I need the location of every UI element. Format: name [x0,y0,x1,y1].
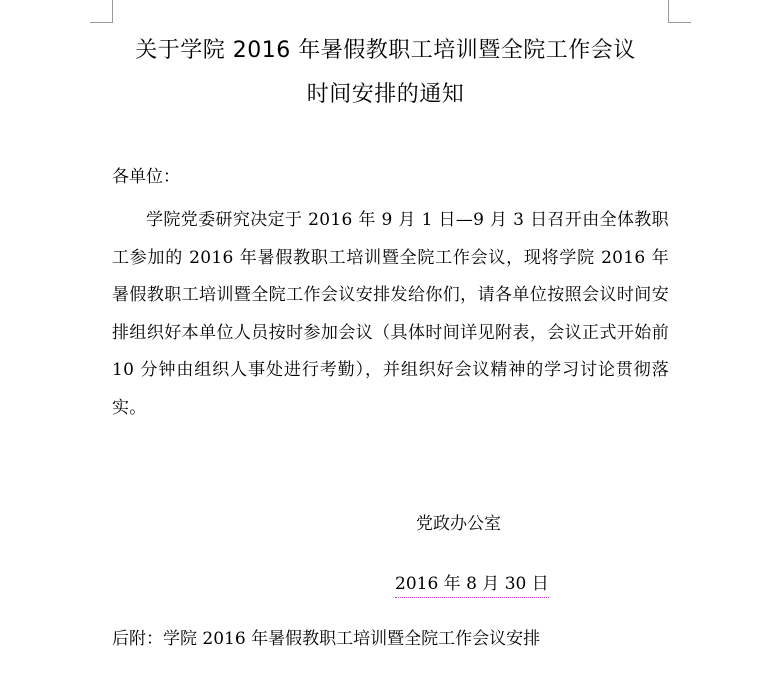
page-corner-mark-top-left [90,0,113,23]
page-corner-mark-top-right [668,0,691,23]
attachment-note: 后附：学院 2016 年暑假教职工培训暨全院工作会议安排 [112,629,541,649]
salutation: 各单位： [112,167,180,187]
document-date: 2016 年 8 月 30 日 [395,572,549,598]
signature-department: 党政办公室 [416,514,501,534]
document-title-line1: 关于学院 2016 年暑假教职工培训暨全院工作会议 [135,38,636,63]
document-title-line2: 时间安排的通知 [306,82,465,107]
body-paragraph: 学院党委研究决定于 2016 年 9 月 1 日—9 月 3 日召开由全体教职工参加的 2016 年暑假教职工培训暨全院工作会议，现将学院 2016 年暑假教职工培训暨全院工作会议安排发给你们，请各单位按照会议时间安排组织好本单位人员按时参加会议（具体时间详见附表，会议正式开始前 10 分钟由组织人事处进行考勤），并组织好会议精神的学习讨论贯彻落实。 [112,210,669,418]
